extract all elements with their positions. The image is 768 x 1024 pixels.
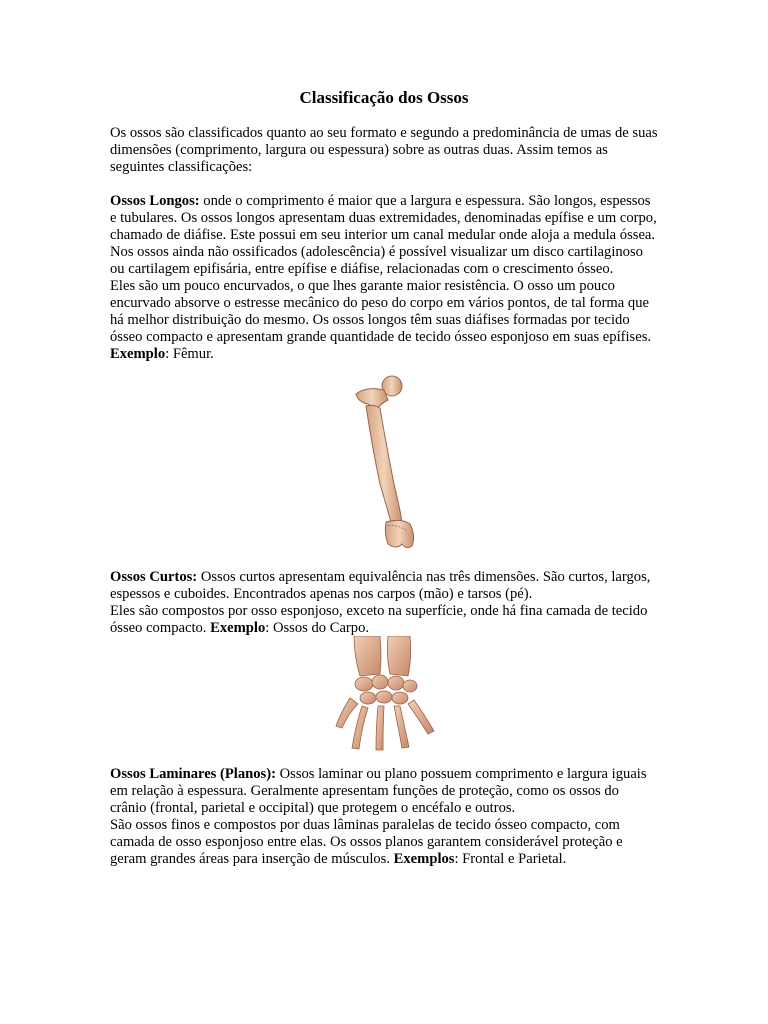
example-value: : Ossos do Carpo.	[265, 620, 370, 636]
section-heading: Ossos Longos:	[110, 193, 200, 209]
example-label: Exemplo	[110, 346, 166, 362]
section-ossos-longos	[110, 193, 658, 363]
section-ossos-laminares	[110, 766, 658, 868]
section-ossos-curtos	[110, 569, 658, 637]
example-label: Exemplo	[210, 620, 266, 636]
section-text-continued: Eles são um pouco encurvados, o que lhes garante maior resistência. O osso um pouco encurvado absorve o estresse mecânico do peso do corpo em vários pontos, de tal forma que há melhor distribuição do mesmo. Os ossos longos têm suas diáfises formadas por tecido ósseo compacto e apresentam grande quantidade de tecido ósseo esponjoso em suas epífises.	[110, 278, 652, 345]
section-heading: Ossos Curtos:	[110, 569, 198, 585]
section-heading: Ossos Laminares (Planos):	[110, 766, 276, 782]
femur-bone-icon	[340, 374, 430, 554]
femur-illustration	[340, 374, 430, 554]
carpal-bones-illustration	[330, 636, 440, 752]
section-text: onde o comprimento é maior que a largura e espessura. São longos, espessos e tubulares. Os ossos longos apresentam duas extremidades, denominadas epífise e um corpo, chamado de diáfise. Este possui em seu interior um canal medular onde aloja a medula óssea. Nos ossos ainda não ossificados (adolescência) é possível visualizar um disco cartilaginoso ou cartilagem epifisária, entre epífise e diáfise, relacionadas com o crescimento ósseo.	[110, 193, 657, 277]
section-text-continued: Eles são compostos por osso esponjoso, exceto na superfície, onde há fina camada de tecido ósseo compacto.	[110, 603, 648, 636]
page-title: Classificação dos Ossos	[299, 88, 469, 107]
example-label: Exemplos	[393, 851, 455, 867]
section-text: Ossos laminar ou plano possuem comprimento e largura iguais em relação à espessura. Geralmente apresentam funções de proteção, como os ossos do crânio (frontal, parietal e occipital) que protegem o encéfalo e outros.	[110, 766, 647, 816]
section-text: Ossos curtos apresentam equivalência nas três dimensões. São curtos, largos, espessos e cuboides. Encontrados apenas nos carpos (mão) e tarsos (pé).	[110, 569, 651, 602]
example-value: : Fêmur.	[165, 346, 214, 362]
hand-bones-icon	[330, 636, 440, 752]
intro-paragraph: Os ossos são classificados quanto ao seu formato e segundo a predominância de umas de suas dimensões (comprimento, largura ou espessura) sobre as outras duas. Assim temos as seguintes classificações:	[110, 125, 658, 175]
section-text-continued: São ossos finos e compostos por duas lâminas paralelas de tecido ósseo compacto, com camada de osso esponjoso entre elas. Os ossos planos garantem considerável proteção e geram grandes áreas para inserção de músculos.	[110, 817, 623, 867]
example-value: : Frontal e Parietal.	[454, 851, 567, 867]
